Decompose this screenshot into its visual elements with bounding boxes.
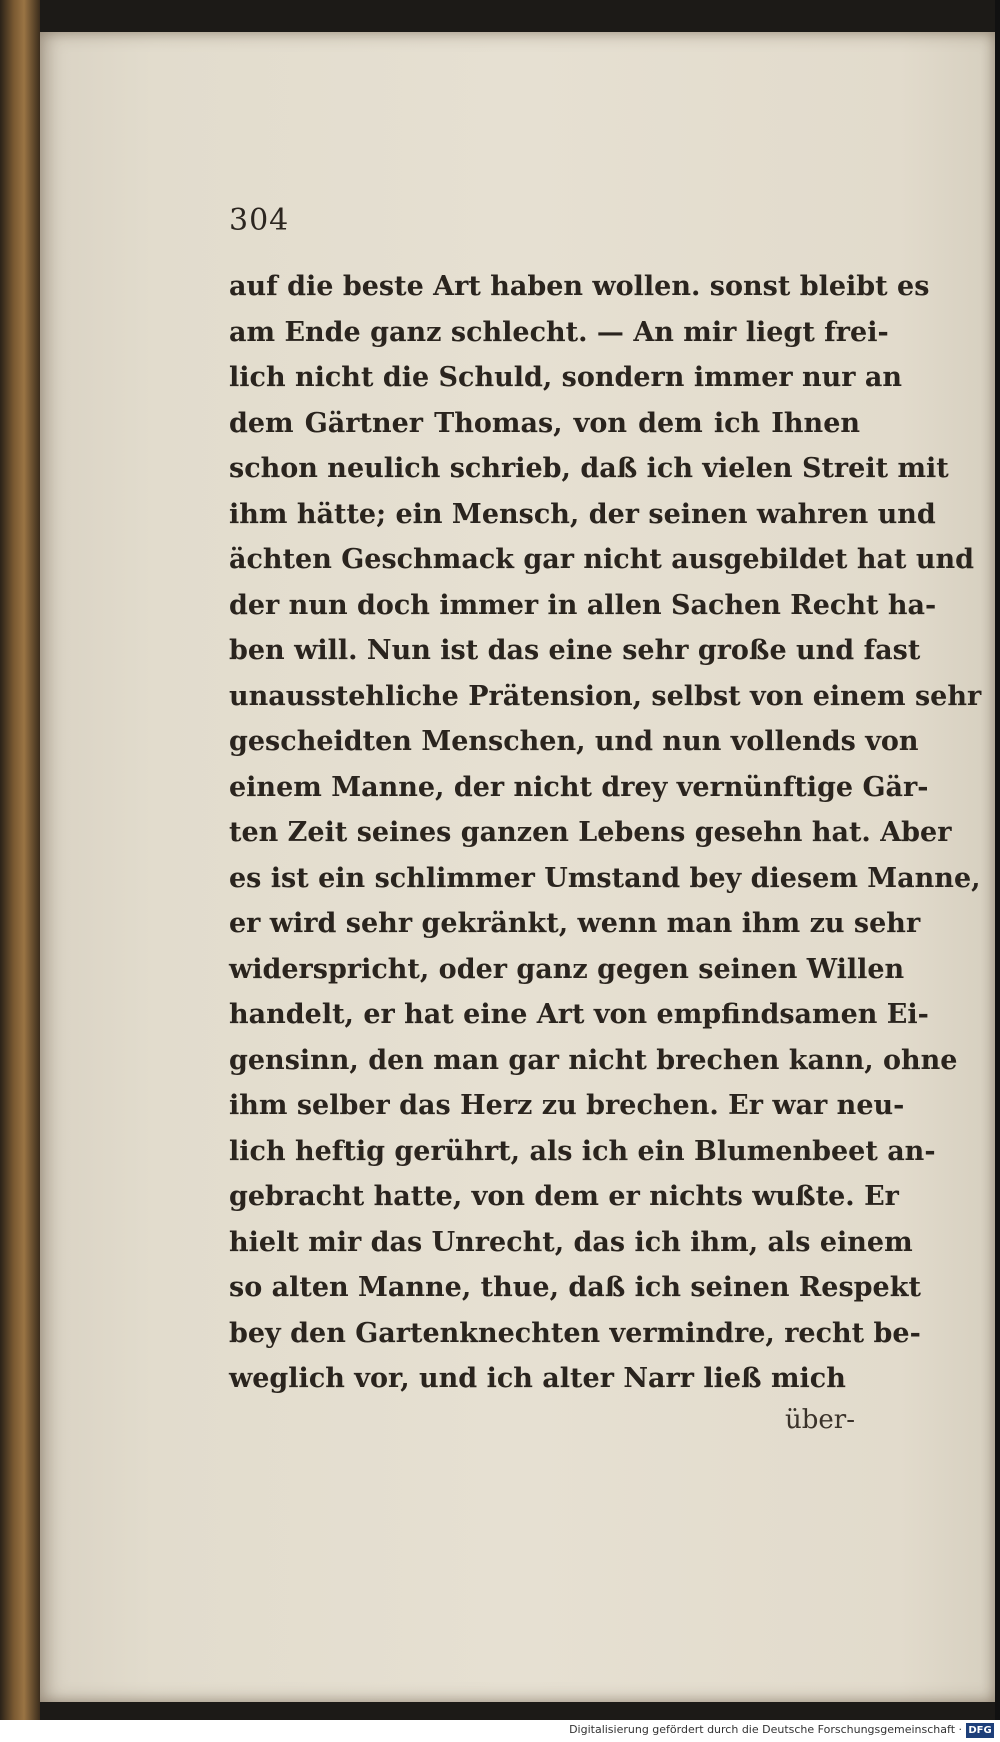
text-line: einem Manne, der nicht drey vernünftige Gär- [229,771,929,803]
text-line: bey den Gartenknechten vermindre, recht be- [229,1317,921,1349]
text-line: hielt mir das Unrecht, das ich ihm, als einem [229,1226,913,1258]
dfg-logo: DFG [966,1723,994,1738]
book-spine [0,0,40,1742]
text-line: lich heftig gerührt, als ich ein Blumenbeet an- [229,1135,936,1167]
text-line: handelt, er hat eine Art von empfindsamen Ei- [229,999,929,1030]
text-line: gescheidten Menschen, und nun vollends von [229,726,919,757]
text-line: er wird sehr gekränkt, wenn man ihm zu sehr [229,908,921,939]
catchword: über- [785,1405,855,1435]
text-line: ihm hätte; ein Mensch, der seinen wahren und [229,498,936,530]
text-line: weglich vor, und ich alter Narr ließ mich [229,1363,846,1394]
text-line: schon neulich schrieb, daß ich vielen Streit mit [229,453,949,484]
digitization-credit: Digitalisierung gefördert durch die Deutsche Forschungsgemeinschaft · [569,1723,962,1736]
text-line: widerspricht, oder ganz gegen seinen Willen [229,953,905,985]
text-line: gensinn, den man gar nicht brechen kann, ohne [229,1044,958,1076]
page-edge [995,0,1000,1742]
text-line: lich nicht die Schuld, sondern immer nur an [229,362,903,393]
text-line: ihm selber das Herz zu brechen. Er war neu- [229,1090,905,1121]
page-number: 304 [229,203,290,238]
text-line: am Ende ganz schlecht. — An mir liegt frei- [229,316,889,348]
text-line: auf die beste Art haben wollen. sonst bleibt es [229,271,930,302]
text-line: es ist ein schlimmer Umstand bey diesem Manne, [229,862,981,894]
text-line: so alten Manne, thue, daß ich seinen Respekt [229,1272,921,1303]
text-line: gebracht hatte, von dem er nichts wußte. Er [229,1181,899,1212]
text-line: ächten Geschmack gar nicht ausgebildet hat und [229,544,975,575]
text-line: unausstehliche Prätension, selbst von einem sehr [229,680,982,712]
text-line: ben will. Nun ist das eine sehr große und fast [229,635,921,666]
body-text [229,264,982,1402]
text-line: ten Zeit seines ganzen Lebens gesehn hat. Aber [229,817,952,848]
text-line: der nun doch immer in allen Sachen Recht ha- [229,589,937,621]
text-line: dem Gärtner Thomas, von dem ich Ihnen [229,407,860,439]
